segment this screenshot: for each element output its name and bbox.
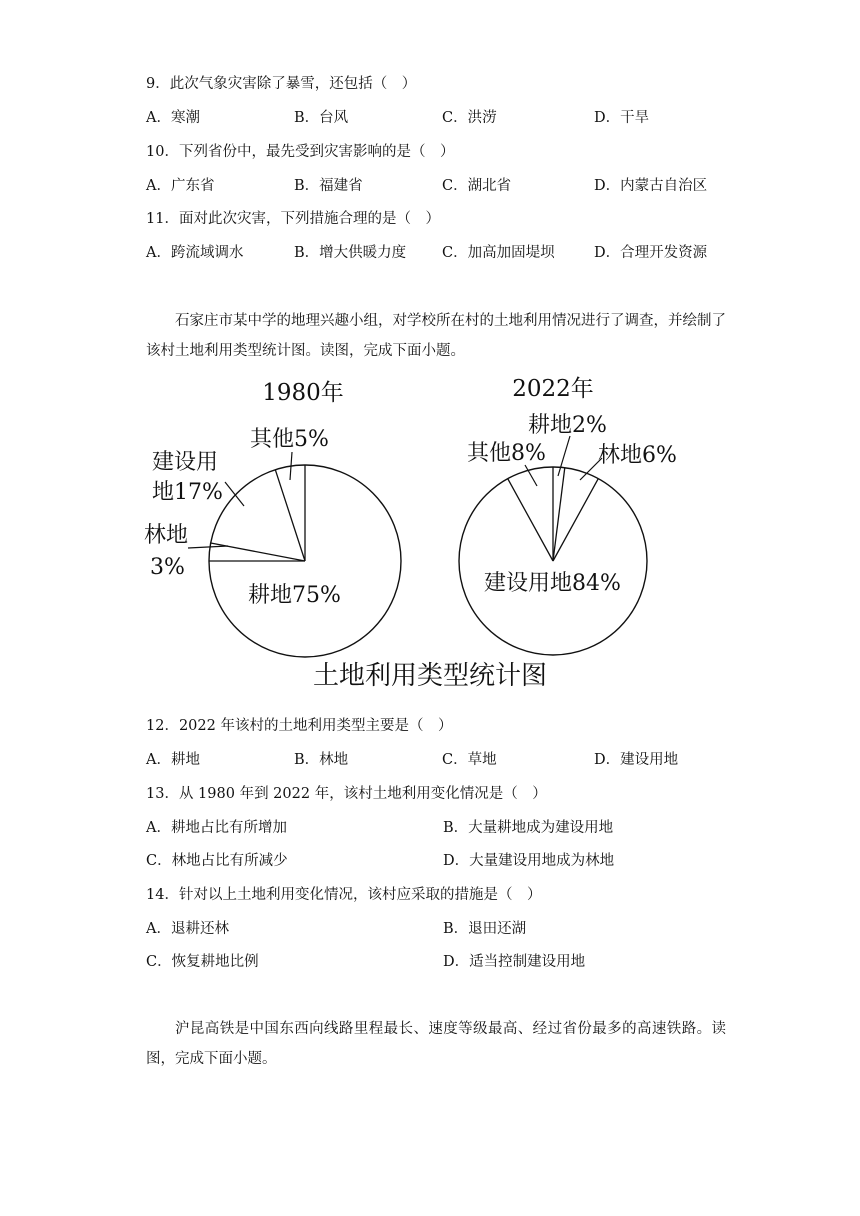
option-d[interactable]: D．干旱 xyxy=(594,110,650,126)
option-a[interactable]: A．广东省 xyxy=(146,178,215,194)
label-1980-forest-line2: 3% xyxy=(150,555,185,580)
label-1980-forest-line1: 林地 xyxy=(144,523,189,548)
chart-title: 土地利用类型统计图 xyxy=(312,661,548,691)
option-c[interactable]: C．洪涝 xyxy=(442,110,497,126)
label-1980-farm: 耕地75% xyxy=(248,583,341,608)
label-2022-other: 其他8% xyxy=(467,441,546,466)
option-c[interactable]: C．林地占比有所减少 xyxy=(146,853,288,869)
pie-chart-1980 xyxy=(209,465,401,657)
question-9-options xyxy=(146,106,726,128)
option-b[interactable]: B．台风 xyxy=(294,110,349,126)
option-b[interactable]: B．退田还湖 xyxy=(443,921,527,937)
option-c[interactable]: C．草地 xyxy=(442,752,497,768)
question-13-stem: 13．从 1980 年到 2022 年，该村土地利用变化情况是（ ） xyxy=(146,786,547,802)
label-1980-build-line2: 地17% xyxy=(152,480,223,505)
option-d[interactable]: D．建设用地 xyxy=(594,752,679,768)
option-b[interactable]: B．林地 xyxy=(294,752,349,768)
chart-1980-year: 1980年 xyxy=(262,380,344,406)
label-2022-build: 建设用地84% xyxy=(484,571,621,596)
question-13-options-row2 xyxy=(146,849,726,871)
label-1980-other: 其他5% xyxy=(250,427,329,452)
question-13-options-row1 xyxy=(146,816,726,838)
question-9-stem: 9．此次气象灾害除了暴雪，还包括（ ） xyxy=(146,76,417,92)
option-a[interactable]: A．耕地 xyxy=(146,752,200,768)
option-d[interactable]: D．适当控制建设用地 xyxy=(443,954,586,970)
option-b[interactable]: B．增大供暖力度 xyxy=(294,245,407,261)
question-10-options xyxy=(146,174,726,196)
chart-2022-year: 2022年 xyxy=(512,376,594,402)
question-12-stem: 12．2022 年该村的土地利用类型主要是（ ） xyxy=(146,718,453,734)
option-c[interactable]: C．恢复耕地比例 xyxy=(146,954,259,970)
question-11-options xyxy=(146,241,726,263)
label-2022-forest: 林地6% xyxy=(598,443,677,468)
label-2022-farm: 耕地2% xyxy=(528,413,607,438)
option-b[interactable]: B．大量耕地成为建设用地 xyxy=(443,820,614,836)
option-d[interactable]: D．内蒙古自治区 xyxy=(594,178,708,194)
question-14-stem: 14．针对以上土地利用变化情况，该村应采取的措施是（ ） xyxy=(146,887,542,903)
pie-chart-2022 xyxy=(459,467,647,655)
option-d[interactable]: D．大量建设用地成为林地 xyxy=(443,853,615,869)
option-a[interactable]: A．退耕还林 xyxy=(146,921,229,937)
label-1980-build-line1: 建设用 xyxy=(152,450,219,475)
rail-intro: 沪昆高铁是中国东西向线路里程最长、速度等级最高、经过省份最多的高速铁路。读图，完成下面小题。 xyxy=(146,1021,726,1067)
option-c[interactable]: C．湖北省 xyxy=(442,178,512,194)
question-14-options-row1 xyxy=(146,917,726,939)
question-12-options xyxy=(146,748,726,770)
land-use-pie-charts xyxy=(140,372,720,694)
option-a[interactable]: A．寒潮 xyxy=(146,110,200,126)
option-d[interactable]: D．合理开发资源 xyxy=(594,245,708,261)
option-c[interactable]: C．加高加固堤坝 xyxy=(442,245,555,261)
question-11-stem: 11．面对此次灾害，下列措施合理的是（ ） xyxy=(146,211,440,227)
land-use-intro: 石家庄市某中学的地理兴趣小组，对学校所在村的土地利用情况进行了调查，并绘制了该村土地利用类型统计图。读图，完成下面小题。 xyxy=(146,313,726,359)
option-a[interactable]: A．耕地占比有所增加 xyxy=(146,820,287,836)
option-b[interactable]: B．福建省 xyxy=(294,178,363,194)
question-14-options-row2 xyxy=(146,950,726,972)
question-10-stem: 10．下列省份中，最先受到灾害影响的是（ ） xyxy=(146,144,455,160)
option-a[interactable]: A．跨流域调水 xyxy=(146,245,244,261)
